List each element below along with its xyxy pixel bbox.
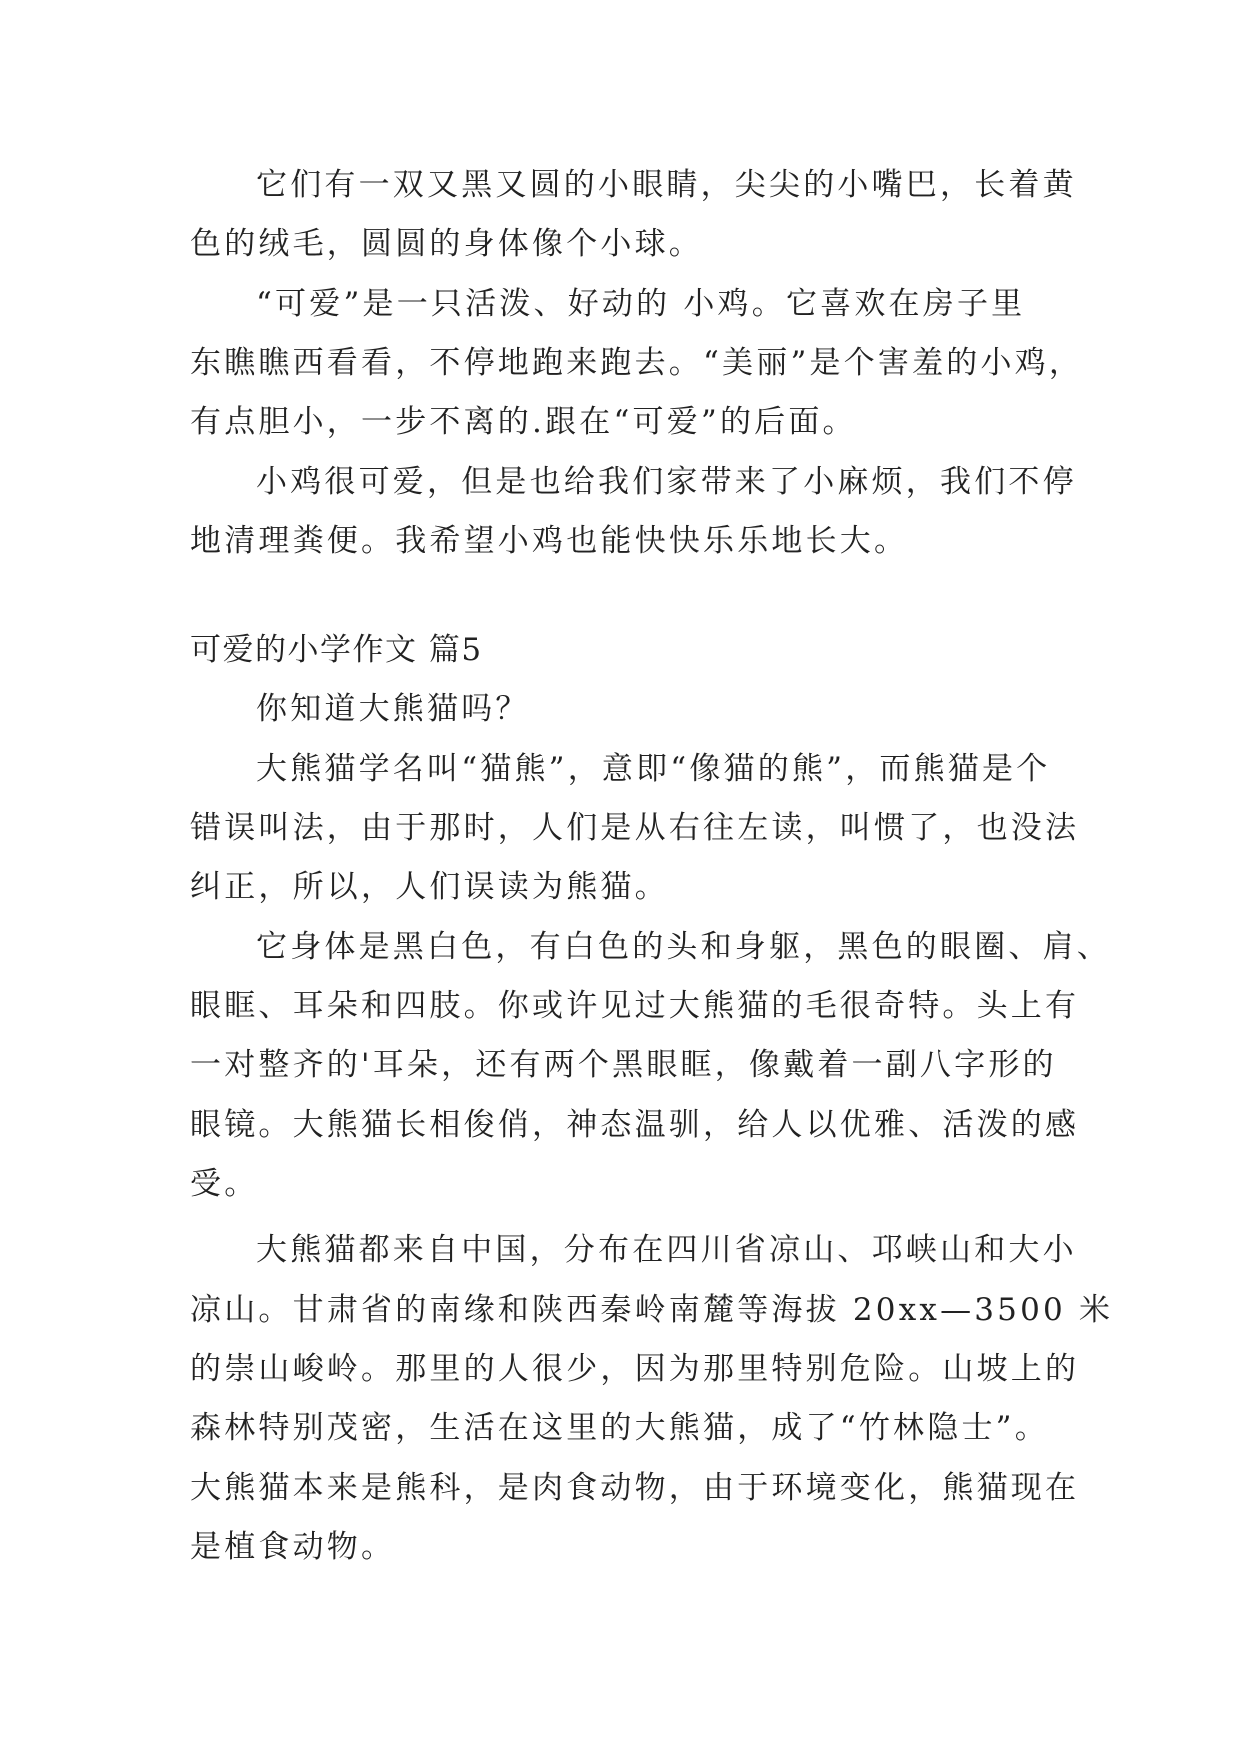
text-line: 大熊猫本来是熊科，是肉食动物，由于环境变化，熊猫现在 xyxy=(190,1470,1080,1506)
text-line: 你知道大熊猫吗？ xyxy=(256,691,530,727)
text-line: 错误叫法，由于那时，人们是从右往左读，叫惯了，也没法 xyxy=(190,810,1080,846)
text-line: 小鸡很可爱，但是也给我们家带来了小麻烦，我们不停 xyxy=(256,464,1077,500)
text-line: 东瞧瞧西看看，不停地跑来跑去。“美丽”是个害羞的小鸡， xyxy=(190,345,1084,381)
text-line: 是植食动物。 xyxy=(190,1529,396,1565)
text-line: 有点胆小，一步不离的.跟在“可爱”的后面。 xyxy=(190,404,857,440)
text-line: 眼镜。大熊猫长相俊俏，神态温驯，给人以优雅、活泼的感 xyxy=(190,1107,1080,1143)
section-heading: 可爱的小学作文 篇5 xyxy=(190,632,483,668)
text-line: 它们有一双又黑又圆的小眼睛，尖尖的小嘴巴，长着黄 xyxy=(256,167,1077,203)
text-line: 大熊猫都来自中国，分布在四川省凉山、邛峡山和大小 xyxy=(256,1232,1077,1268)
text-line: 纠正，所以，人们误读为熊猫。 xyxy=(190,869,669,905)
text-line: 大熊猫学名叫“猫熊”，意即“像猫的熊”，而熊猫是个 xyxy=(256,751,1051,787)
text-line: 的崇山峻岭。那里的人很少，因为那里特别危险。山坡上的 xyxy=(190,1351,1080,1387)
text-line: 受。 xyxy=(190,1166,259,1202)
text-line: 森林特别茂密，生活在这里的大熊猫，成了“竹林隐士”。 xyxy=(190,1410,1049,1446)
text-line: 色的绒毛，圆圆的身体像个小球。 xyxy=(190,226,703,262)
text-line: 眼眶、耳朵和四肢。你或许见过大熊猫的毛很奇特。头上有 xyxy=(190,988,1080,1024)
text-line: 地清理粪便。我希望小鸡也能快快乐乐地长大。 xyxy=(190,523,909,559)
text-line: 凉山。甘肃省的南缘和陕西秦岭南麓等海拔 20xx—3500 米 xyxy=(190,1292,1114,1328)
text-line: 它身体是黑白色，有白色的头和身躯，黑色的眼圈、肩、 xyxy=(256,929,1111,965)
text-line: 一对整齐的'耳朵，还有两个黑眼眶，像戴着一副八字形的 xyxy=(190,1047,1057,1083)
text-line: “可爱”是一只活泼、好动的 小鸡。它喜欢在房子里 xyxy=(256,286,1026,322)
